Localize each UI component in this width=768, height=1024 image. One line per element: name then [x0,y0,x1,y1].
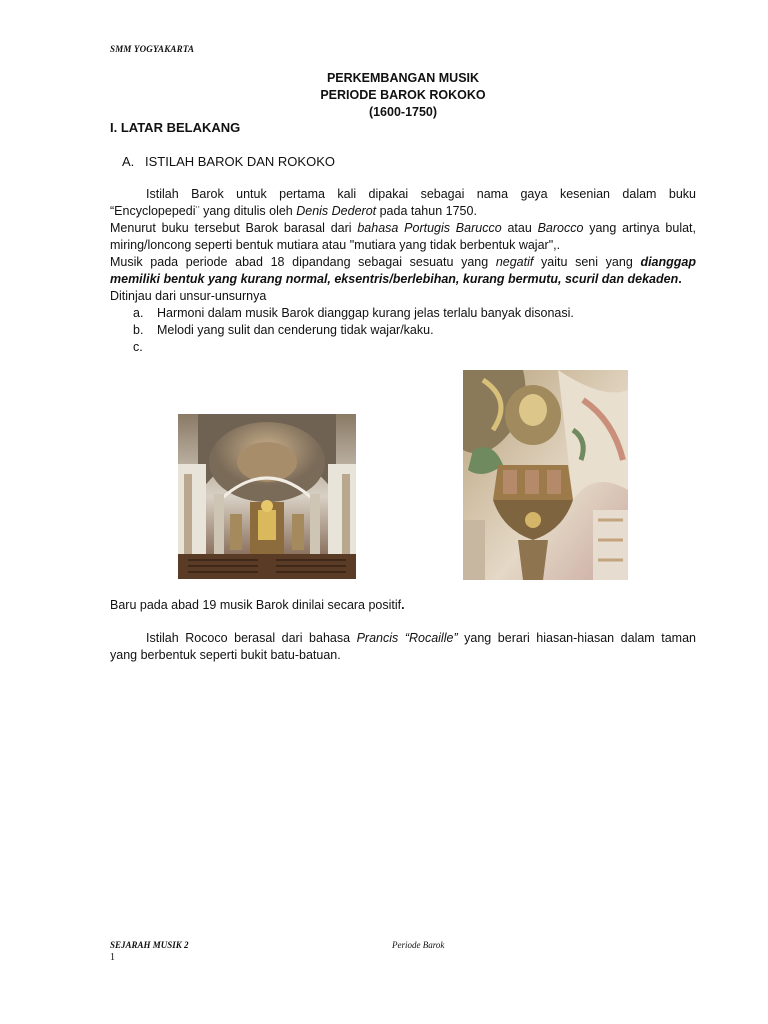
subsection-heading [122,154,335,169]
paragraph-barok-origin: Istilah Barok untuk pertama kali dipakai sebagai nama gaya kesenian dalam buku “Encyclopepedi¨ yang ditulis oleh Denis Dederot pada tahun 1750. Menurut buku tersebut Barok barasal dari bahasa Portugis Barucco atau Barocco yang artinya bulat, miring/loncong seperti bentuk mutiara atau "mutiara yang tidak berbentuk wajar",. Musik pada periode abad 18 dipandang sebagai sesuatu yang negatif yaitu seni yang dianggap memiliki bentuk yang kurang normal, eksentris/berlebihan, kurang bermutu, scuril dan dekaden. Ditinjau dari unsur-unsurnya a. Harmoni dalam musik Barok dianggap kurang jelas terlalu banyak disonasi. b. Melodi yang sulit dan cenderung tidak wajar/kaku. c. [110,187,696,354]
author-name: Denis Dederot [296,204,377,218]
para6-line2: yang berbentuk seperti bukit batu-batuan. [110,648,341,662]
list-item: a. Harmoni dalam musik Barok dianggap kurang jelas terlalu banyak disonasi. [133,306,574,320]
title-line-3: (1600-1750) [368,105,438,119]
section-heading: I. LATAR BELAKANG [110,120,241,135]
footer-topic: Periode Barok [392,940,445,950]
para2-line2: miring/loncong seperti bentuk mutiara atau "mutiara yang tidak berbentuk wajar",. [110,238,561,252]
para2-line1: Menurut buku tersebut Barok barasal dari bahasa Portugis Barucco atau Barocco yang artinya bulat, [110,221,696,235]
page-number: 1 [110,952,115,963]
subsection-title: ISTILAH BAROK DAN ROKOKO [145,154,335,169]
title-line-2: PERIODE BAROK ROKOKO [320,88,486,102]
paragraph-rococo-origin [110,630,696,664]
subsection-letter: A. [122,154,135,169]
para4: Ditinjau dari unsur-unsurnya [110,289,267,303]
rococo-pulpit-image [463,370,628,580]
title-line-1: PERKEMBANGAN MUSIK [326,71,480,85]
church-interior-image [178,414,356,579]
para1-line2: “Encyclopepedi¨ yang ditulis oleh Denis Dederot pada tahun 1750. [110,204,477,218]
para3-line2: memiliki bentuk yang kurang normal, eksentris/berlebihan, kurang bermutu, scuril dan dekaden. [110,272,682,286]
running-header: SMM YOGYAKARTA [110,44,195,54]
footer-course: SEJARAH MUSIK 2 [110,940,189,950]
paragraph-19th-century: Baru pada abad 19 musik Barok dinilai secara positif. [110,598,405,612]
para6-line1: Istilah Rococo berasal dari bahasa Prancis “Rocaille” yang berari hiasan-hiasan dalam taman [146,631,696,645]
list-item: b. Melodi yang sulit dan cenderung tidak wajar/kaku. [133,323,434,337]
para3-line1: Musik pada periode abad 18 dipandang sebagai sesuatu yang negatif yaitu seni yang dianggap [110,255,696,269]
para1-line1: Istilah Barok untuk pertama kali dipakai sebagai nama gaya kesenian dalam buku [146,187,696,201]
